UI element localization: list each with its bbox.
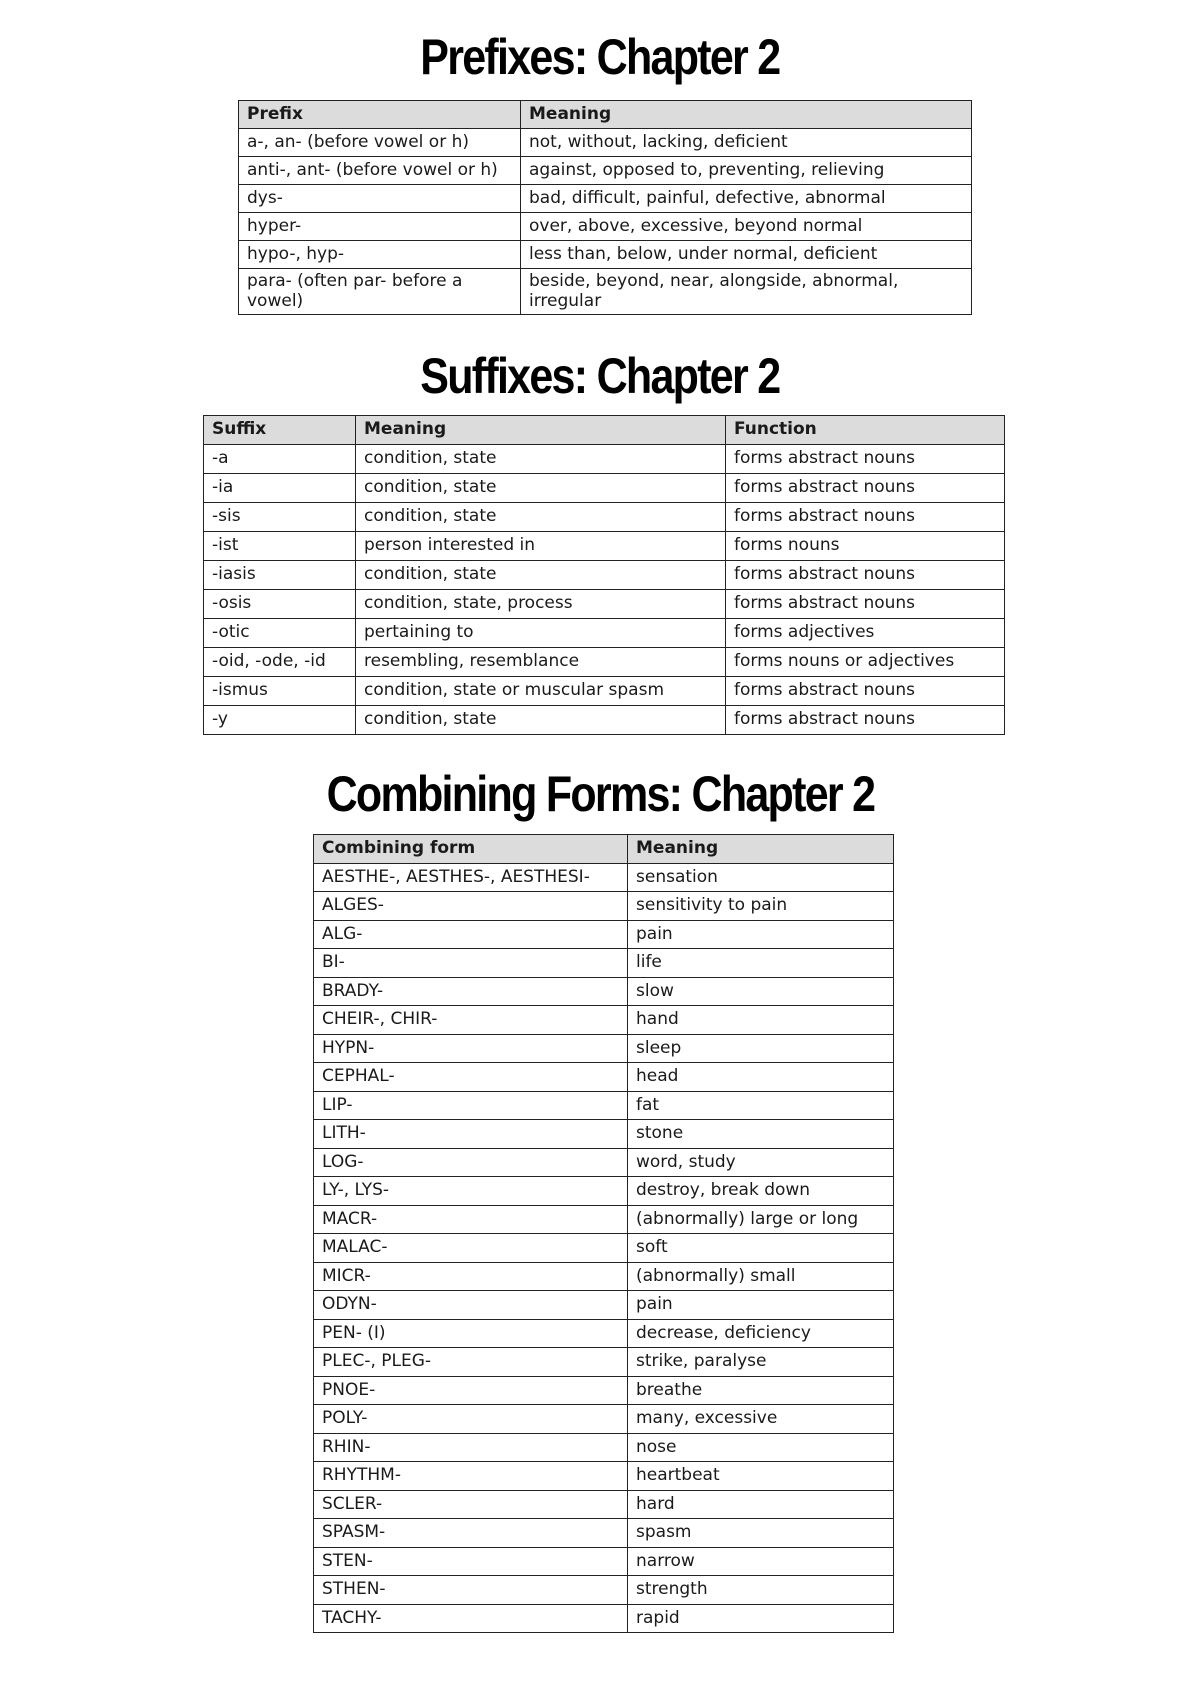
table-row [314,920,894,949]
table-row [314,977,894,1006]
table-cell: rapid [628,1604,894,1633]
table-row [239,241,972,269]
table-cell: condition, state or muscular spasm [356,677,726,706]
table-cell: stone [628,1120,894,1149]
column-header: Meaning [356,416,726,445]
table-row [204,677,1005,706]
table-row [314,1091,894,1120]
table-row [204,619,1005,648]
table-cell: STHEN- [314,1576,628,1605]
table-row [204,445,1005,474]
table-cell: ALGES- [314,892,628,921]
table-cell: condition, state [356,445,726,474]
table-cell: resembling, resemblance [356,648,726,677]
table-cell: condition, state [356,706,726,735]
table-cell: condition, state [356,474,726,503]
table-cell: -ismus [204,677,356,706]
table-cell: STEN- [314,1547,628,1576]
table-cell: forms abstract nouns [726,561,1005,590]
table-cell: LY-, LYS- [314,1177,628,1206]
table-cell: strike, paralyse [628,1348,894,1377]
column-header: Prefix [239,101,521,129]
table-row [314,1490,894,1519]
table-cell: nose [628,1433,894,1462]
column-header: Meaning [521,101,972,129]
table-row [239,129,972,157]
table-cell: pain [628,1291,894,1320]
table-cell: LOG- [314,1148,628,1177]
table-cell: dys- [239,185,521,213]
table-cell: CHEIR-, CHIR- [314,1006,628,1035]
table-cell: PEN- (I) [314,1319,628,1348]
prefixes-title: Prefixes: Chapter 2 [420,29,780,85]
table-cell: RHYTHM- [314,1462,628,1491]
table-cell: SPASM- [314,1519,628,1548]
table-cell: AESTHE-, AESTHES-, AESTHESI- [314,863,628,892]
table-row [314,1319,894,1348]
table-cell: TACHY- [314,1604,628,1633]
table-cell: spasm [628,1519,894,1548]
table-cell: against, opposed to, preventing, relieving [521,157,972,185]
table-cell: -sis [204,503,356,532]
table-cell: -a [204,445,356,474]
suffixes-title: Suffixes: Chapter 2 [420,348,780,404]
table-cell: -otic [204,619,356,648]
table-row [204,474,1005,503]
column-header: Combining form [314,835,628,864]
prefixes-table [238,100,972,315]
table-cell: strength [628,1576,894,1605]
table-cell: HYPN- [314,1034,628,1063]
table-cell: decrease, deficiency [628,1319,894,1348]
table-cell: para- (often par- before a vowel) [239,269,521,315]
table-cell: less than, below, under normal, deficient [521,241,972,269]
combining-forms-heading [0,766,1200,822]
table-header-row [239,101,972,129]
table-row [314,1348,894,1377]
table-header-row [204,416,1005,445]
table-cell: word, study [628,1148,894,1177]
table-row [204,532,1005,561]
table-cell: forms abstract nouns [726,445,1005,474]
table-cell: forms abstract nouns [726,590,1005,619]
table-row [314,1462,894,1491]
table-cell: PLEC-, PLEG- [314,1348,628,1377]
table-row [314,1291,894,1320]
table-row [314,1006,894,1035]
table-row [204,648,1005,677]
combining-forms-table [313,834,894,1633]
table-cell: -ia [204,474,356,503]
table-cell: ALG- [314,920,628,949]
table-cell: sleep [628,1034,894,1063]
table-header-row [314,835,894,864]
table-row [204,706,1005,735]
table-cell: forms nouns or adjectives [726,648,1005,677]
table-cell: a-, an- (before vowel or h) [239,129,521,157]
table-row [314,949,894,978]
combining-forms-title: Combining Forms: Chapter 2 [326,766,874,822]
table-row [314,1547,894,1576]
table-cell: MACR- [314,1205,628,1234]
table-cell: breathe [628,1376,894,1405]
table-row [314,1205,894,1234]
table-row [314,1519,894,1548]
table-row [314,1234,894,1263]
table-cell: -y [204,706,356,735]
table-cell: anti-, ant- (before vowel or h) [239,157,521,185]
table-cell: (abnormally) small [628,1262,894,1291]
table-cell: beside, beyond, near, alongside, abnormal, irregular [521,269,972,315]
column-header: Meaning [628,835,894,864]
table-row [314,892,894,921]
table-cell: hypo-, hyp- [239,241,521,269]
table-cell: sensitivity to pain [628,892,894,921]
table-cell: condition, state [356,561,726,590]
table-cell: PNOE- [314,1376,628,1405]
table-row [239,213,972,241]
table-cell: sensation [628,863,894,892]
table-row [204,561,1005,590]
table-row [314,863,894,892]
table-cell: hand [628,1006,894,1035]
table-cell: hyper- [239,213,521,241]
table-row [204,503,1005,532]
table-cell: condition, state [356,503,726,532]
table-cell: MICR- [314,1262,628,1291]
table-cell: heartbeat [628,1462,894,1491]
table-row [204,590,1005,619]
table-cell: ODYN- [314,1291,628,1320]
table-row [314,1262,894,1291]
table-row [239,185,972,213]
column-header: Suffix [204,416,356,445]
table-cell: MALAC- [314,1234,628,1263]
table-cell: forms adjectives [726,619,1005,648]
table-cell: pertaining to [356,619,726,648]
column-header: Function [726,416,1005,445]
table-row [239,269,972,315]
table-cell: forms abstract nouns [726,503,1005,532]
table-row [314,1148,894,1177]
table-cell: LIP- [314,1091,628,1120]
table-cell: BRADY- [314,977,628,1006]
table-cell: head [628,1063,894,1092]
table-cell: CEPHAL- [314,1063,628,1092]
table-row [239,157,972,185]
table-cell: slow [628,977,894,1006]
table-cell: soft [628,1234,894,1263]
table-cell: forms abstract nouns [726,474,1005,503]
table-cell: not, without, lacking, deficient [521,129,972,157]
table-row [314,1177,894,1206]
table-cell: forms abstract nouns [726,706,1005,735]
suffixes-heading [0,348,1200,404]
table-cell: -oid, -ode, -id [204,648,356,677]
table-cell: over, above, excessive, beyond normal [521,213,972,241]
table-cell: life [628,949,894,978]
table-row [314,1576,894,1605]
table-cell: person interested in [356,532,726,561]
table-cell: condition, state, process [356,590,726,619]
table-row [314,1120,894,1149]
table-cell: RHIN- [314,1433,628,1462]
table-cell: destroy, break down [628,1177,894,1206]
suffixes-table [203,415,1005,735]
table-row [314,1405,894,1434]
table-cell: fat [628,1091,894,1120]
table-cell: many, excessive [628,1405,894,1434]
table-cell: pain [628,920,894,949]
table-row [314,1433,894,1462]
table-cell: hard [628,1490,894,1519]
table-cell: narrow [628,1547,894,1576]
table-cell: BI- [314,949,628,978]
table-cell: bad, difficult, painful, defective, abnormal [521,185,972,213]
table-cell: forms abstract nouns [726,677,1005,706]
prefixes-heading [0,29,1200,85]
table-row [314,1063,894,1092]
table-cell: SCLER- [314,1490,628,1519]
table-cell: -osis [204,590,356,619]
table-cell: LITH- [314,1120,628,1149]
table-cell: forms nouns [726,532,1005,561]
table-cell: -iasis [204,561,356,590]
table-cell: POLY- [314,1405,628,1434]
table-cell: (abnormally) large or long [628,1205,894,1234]
table-row [314,1376,894,1405]
table-row [314,1604,894,1633]
table-cell: -ist [204,532,356,561]
table-row [314,1034,894,1063]
